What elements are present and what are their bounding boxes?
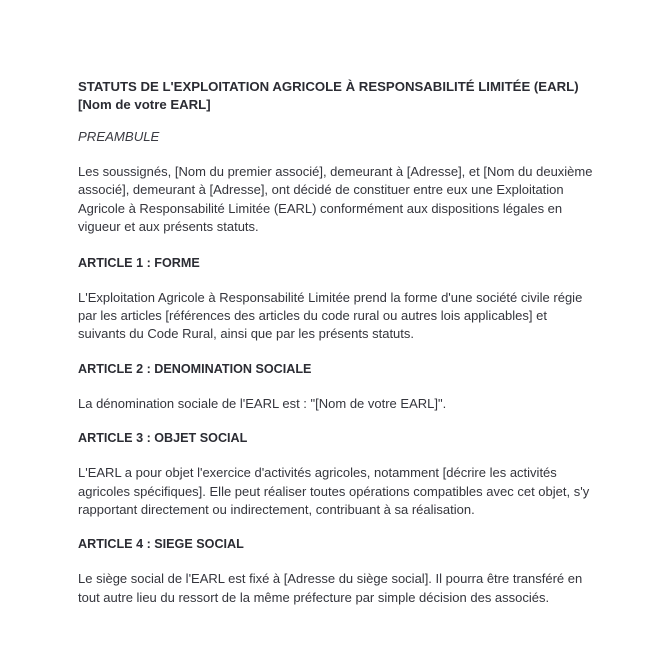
document-page <box>78 78 598 623</box>
article-4-heading: ARTICLE 4 : SIEGE SOCIAL <box>78 537 244 552</box>
article-1-heading: ARTICLE 1 : FORME <box>78 255 200 270</box>
article-3-body: L'EARL a pour objet l'exercice d'activités agricoles, notamment [décrire les activités agricoles spécifiques]. Elle peut réaliser toutes opérations compatibles avec cet objet, s'y rapportant directement ou indirectement, contribuant à sa réalisation. <box>78 465 590 518</box>
article-3-heading: ARTICLE 3 : OBJET SOCIAL <box>78 431 248 446</box>
preamble-label: PREAMBULE <box>78 129 160 144</box>
document-title: STATUTS DE L'EXPLOITATION AGRICOLE À RESPONSABILITÉ LIMITÉE (EARL) [Nom de votre EARL] <box>78 79 579 112</box>
intro-paragraph: Les soussignés, [Nom du premier associé], demeurant à [Adresse], et [Nom du deuxième associé], demeurant à [Adresse], ont décidé de constituer entre eux une Exploitation Agricole à Responsabilité Limitée (EARL) conformément aux dispositions légales en vigueur et aux présents statuts. <box>78 164 593 235</box>
article-1-body: L'Exploitation Agricole à Responsabilité Limitée prend la forme d'une société civile régie par les articles [références des articles du code rural ou autres lois applicables] et suivants du Code Rural, ainsi que par les présents statuts. <box>78 289 583 342</box>
article-2-heading: ARTICLE 2 : DENOMINATION SOCIALE <box>78 361 312 376</box>
article-4-body: Le siège social de l'EARL est fixé à [Adresse du siège social]. Il pourra être transféré en tout autre lieu du ressort de la même préfecture par simple décision des associés. <box>78 571 583 605</box>
article-2-body: La dénomination sociale de l'EARL est : "[Nom de votre EARL]". <box>78 395 447 411</box>
